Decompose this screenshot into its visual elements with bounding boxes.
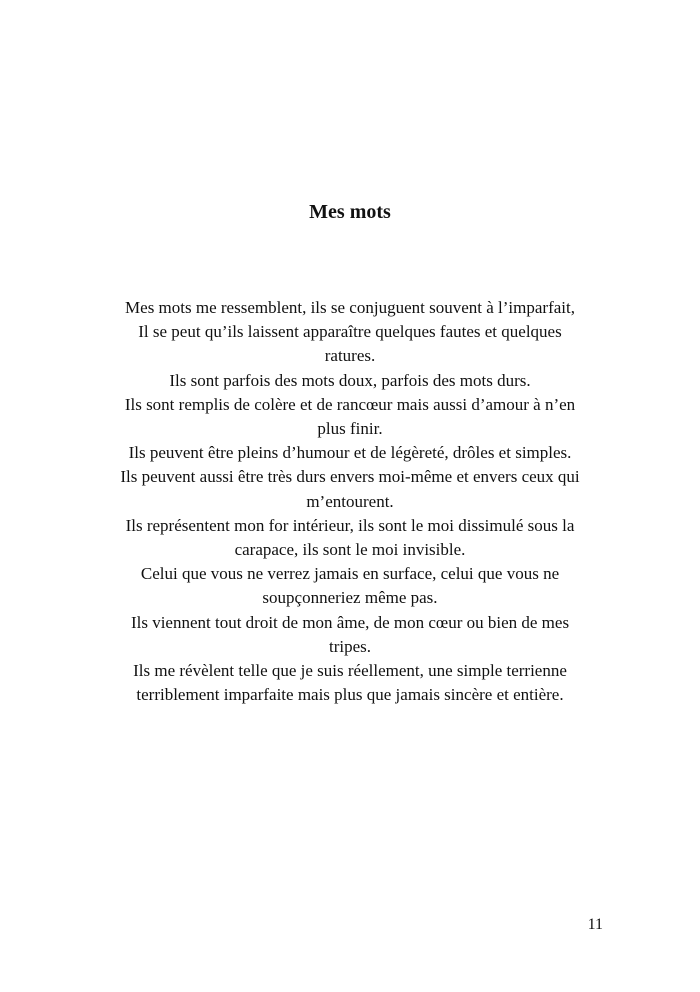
poem-line: Ils représentent mon for intérieur, ils sont le moi dissimulé sous la xyxy=(125,515,575,535)
poem-line: Ils viennent tout droit de mon âme, de mon cœur ou bien de mes xyxy=(130,612,570,632)
poem-line: terriblement imparfaite mais plus que jamais sincère et entière. xyxy=(136,685,564,705)
poem-line: Il se peut qu’ils laissent apparaître quelques fautes et quelques xyxy=(138,322,562,342)
poem-body xyxy=(100,296,600,707)
poem-line: Celui que vous ne verrez jamais en surface, celui que vous ne xyxy=(140,564,560,584)
poem-line: Ils sont remplis de colère et de rancœur mais aussi d’amour à n’en xyxy=(124,394,576,414)
poem-line: Ils peuvent être pleins d’humour et de légèreté, drôles et simples. xyxy=(128,443,572,463)
poem-title: Mes mots xyxy=(309,201,391,223)
poem-line: tripes. xyxy=(328,636,372,656)
poem-line: soupçonneriez même pas. xyxy=(262,588,438,608)
poem-line: ratures. xyxy=(324,346,376,366)
poem-line: Ils sont parfois des mots doux, parfois des mots durs. xyxy=(169,370,531,390)
poem-line: m’entourent. xyxy=(306,491,394,511)
poem-line: carapace, ils sont le moi invisible. xyxy=(234,540,466,560)
page-number: 11 xyxy=(587,916,603,933)
poem-line: Mes mots me ressemblent, ils se conjuguent souvent à l’imparfait, xyxy=(125,298,575,317)
poem-line: Ils me révèlent telle que je suis réellement, une simple terrienne xyxy=(133,661,567,681)
poem-line: plus finir. xyxy=(317,419,383,439)
poem-line: Ils peuvent aussi être très durs envers moi-même et envers ceux qui xyxy=(120,467,580,487)
